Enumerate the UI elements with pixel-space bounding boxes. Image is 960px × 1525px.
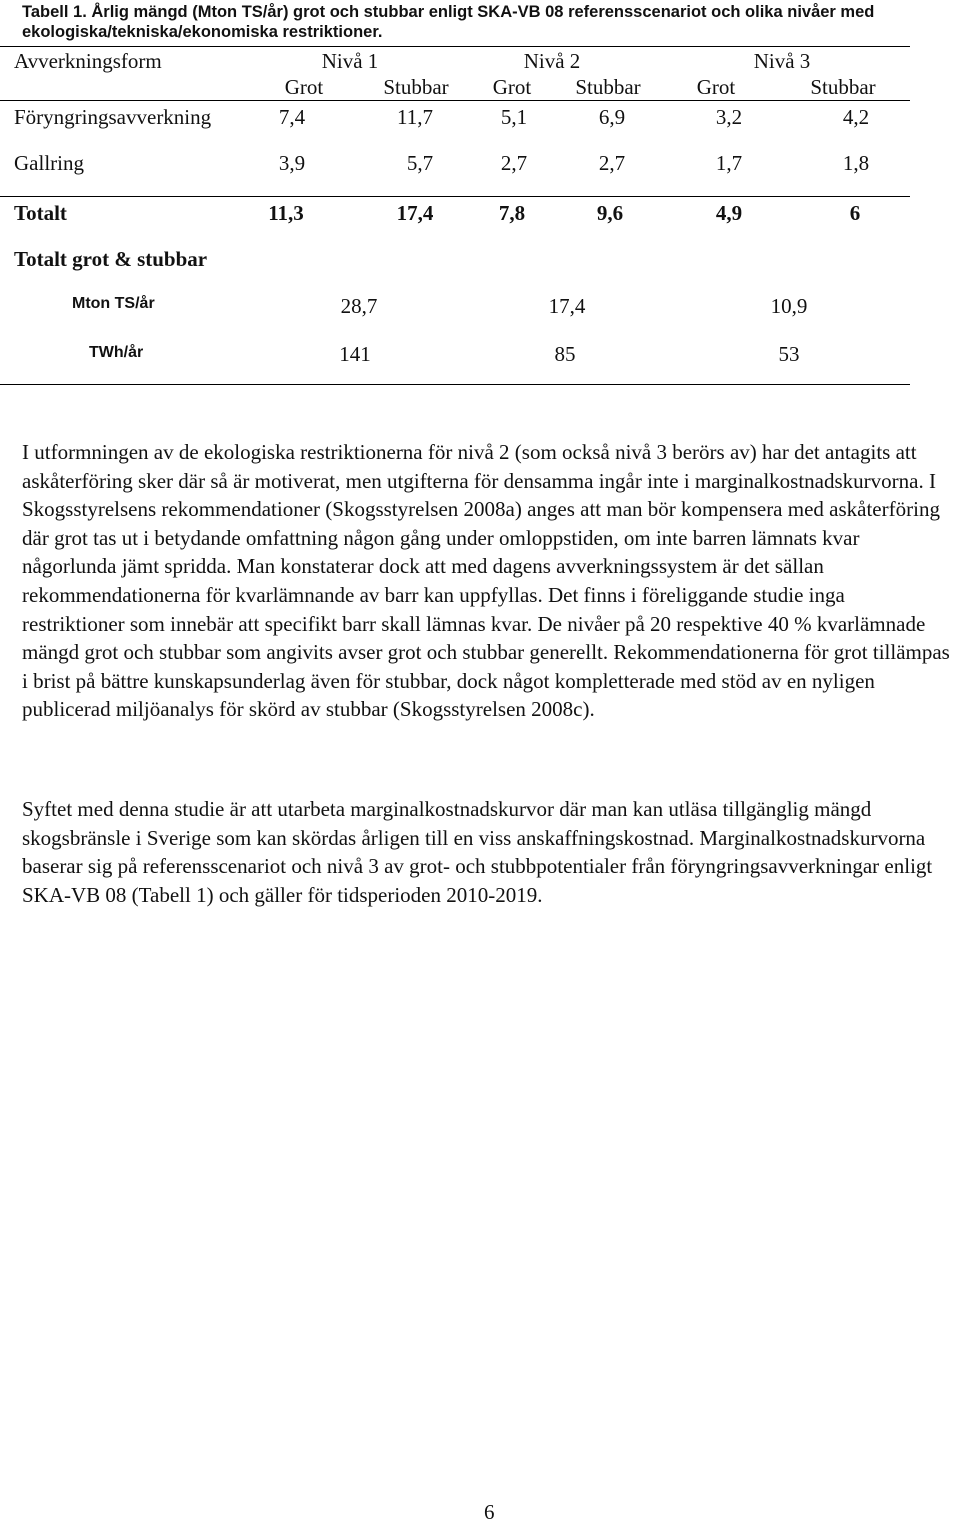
table-bottom-rule [0, 384, 910, 385]
header-bottom-rule [0, 100, 910, 101]
sum-cell: 10,9 [770, 294, 808, 318]
table-cell: 17,4 [396, 201, 434, 225]
table-cell: 11,7 [397, 105, 433, 129]
total-grot-stubbar-label: Totalt grot & stubbar [14, 247, 208, 271]
sum-cell: 85 [554, 342, 576, 366]
table-cell: 1,7 [715, 151, 743, 175]
table-cell: 2,7 [598, 151, 626, 175]
table-caption: Tabell 1. Årlig mängd (Mton TS/år) grot och stubbar enligt SKA-VB 08 referensscenariot och olika nivåer med ekologiska/tekniska/ekonomiska restriktioner. [22, 3, 875, 41]
table-cell: 9,6 [596, 201, 624, 225]
table-cell: 1,8 [842, 151, 870, 175]
sum-row-label-mton: Mton TS/år [72, 295, 155, 312]
table-cell: 5,1 [500, 105, 528, 129]
table-top-rule [0, 46, 910, 47]
table-cell: 11,3 [268, 201, 304, 225]
table-cell: 6 [849, 201, 861, 225]
row-label: Gallring [14, 151, 84, 175]
table-cell: 5,7 [406, 151, 434, 175]
row-label: Föryngringsavverkning [14, 105, 212, 129]
sum-cell: 141 [339, 342, 371, 366]
row-label: Totalt [14, 201, 67, 225]
table-cell: 2,7 [500, 151, 528, 175]
table-cell: 4,9 [715, 201, 743, 225]
header-avverkningsform: Avverkningsform [14, 49, 162, 73]
sub-header-grot: Grot [696, 75, 736, 99]
sum-cell: 28,7 [340, 294, 378, 318]
table-cell: 7,8 [498, 201, 526, 225]
table-cell: 3,2 [715, 105, 743, 129]
sub-header-grot: Grot [492, 75, 532, 99]
header-niva-1: Nivå 1 [321, 49, 379, 73]
table-cell: 4,2 [842, 105, 870, 129]
sub-header-grot: Grot [284, 75, 324, 99]
sub-header-stubbar: Stubbar [810, 75, 876, 99]
sub-header-stubbar: Stubbar [575, 75, 641, 99]
page-number: 6 [484, 1500, 495, 1524]
totalt-rule [0, 196, 910, 197]
sum-cell: 17,4 [548, 294, 586, 318]
header-niva-3: Nivå 3 [753, 49, 811, 73]
body-paragraph: Syftet med denna studie är att utarbeta marginalkostnadskurvor där man kan utläsa tillgänglig mängd skogsbränsle i Sverige som kan skördas årligen till en viss anskaffningskostnad. Marginalkostnadskurvorna baserar sig på referensscenariot och nivå 3 av grot- och stubbpotentialer från föryngringsavverkningar enligt SKA-VB 08 (Tabell 1) och gäller för tidsperioden 2010-2019. [22, 797, 933, 907]
sub-header-stubbar: Stubbar [383, 75, 449, 99]
body-paragraph: I utformningen av de ekologiska restriktionerna för nivå 2 (som också nivå 3 berörs av) har det antagits att askåterföring sker där så är motiverat, men utgifterna för densamma ingår inte i marginalkostnadskurvorna. I Skogsstyrelsens rekommendationer (Skogsstyrelsen 2008a) anges att man bör kompensera med askåterföring där grot tas ut i betydande omfattning någon gång under omloppstiden, om inte barren lämnats kvar någorlunda jämt spridda. Man konstaterar dock att med dagens avverkningssystem är det sällan rekommendationerna för kvarlämnande av barr kan uppfyllas. Det finns i föreliggande studie inga restriktioner som innebär att specifikt barr skall lämnas kvar. De nivåer på 20 respektive 40 % kvarlämnade mängd grot och stubbar som angivits avser grot och stubbar generellt. Rekommendationerna för grot tillämpas i brist på bättre kunskapsunderlag även för stubbar, dock något kompletterade med stöd av en nyligen publicerad miljöanalys för skörd av stubbar (Skogsstyrelsen 2008c). [22, 440, 950, 722]
table-cell: 3,9 [278, 151, 306, 175]
sum-cell: 53 [778, 342, 800, 366]
table-cell: 7,4 [278, 105, 306, 129]
sum-row-label-twh: TWh/år [89, 344, 144, 361]
table-cell: 6,9 [598, 105, 626, 129]
header-niva-2: Nivå 2 [523, 49, 581, 73]
